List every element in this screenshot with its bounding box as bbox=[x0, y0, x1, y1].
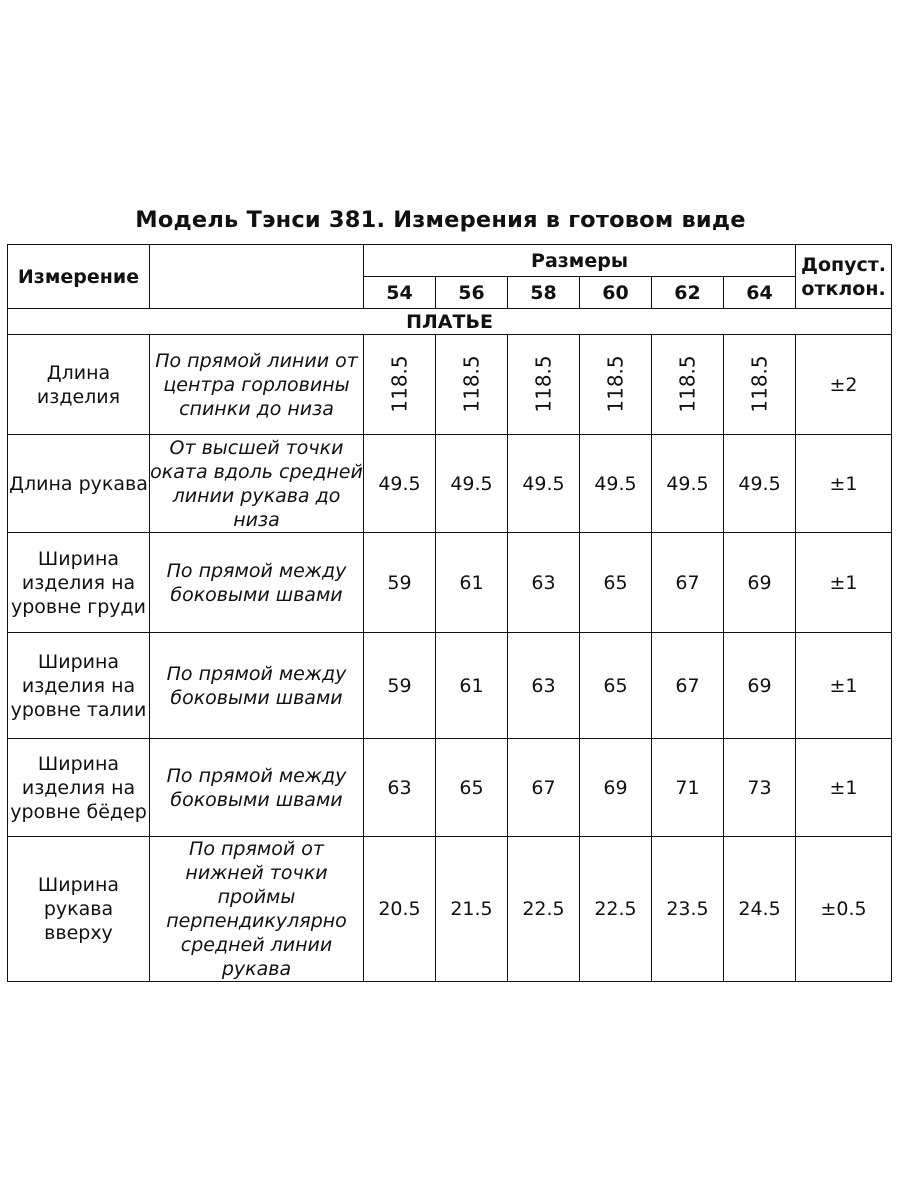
value: 59 bbox=[364, 533, 436, 633]
measure-name: Длина изделия bbox=[8, 335, 150, 435]
header-measurement: Измерение bbox=[8, 245, 150, 309]
measure-name: Длина рукава bbox=[8, 435, 150, 533]
value: 22.5 bbox=[508, 837, 580, 982]
value: 71 bbox=[652, 739, 724, 837]
value: 65 bbox=[580, 533, 652, 633]
value: 73 bbox=[724, 739, 796, 837]
measure-desc: По прямой от нижней точки проймы перпендикулярно средней линии рукава bbox=[150, 837, 364, 982]
value-cell bbox=[724, 335, 796, 435]
measure-desc: По прямой между боковыми швами bbox=[150, 533, 364, 633]
value: 20.5 bbox=[364, 837, 436, 982]
value: 59 bbox=[364, 633, 436, 739]
table-row bbox=[8, 739, 892, 837]
size-header: 58 bbox=[508, 277, 580, 309]
value-cell bbox=[436, 335, 508, 435]
value: 67 bbox=[508, 739, 580, 837]
measure-name: Ширина изделия на уровне груди bbox=[8, 533, 150, 633]
measurement-table bbox=[7, 244, 892, 982]
value: 63 bbox=[508, 533, 580, 633]
value: 49.5 bbox=[580, 435, 652, 533]
measure-desc: От высшей точки оката вдоль средней линии рукава до низа bbox=[150, 436, 363, 531]
tolerance-value: ±1 bbox=[796, 739, 892, 837]
measure-name: Ширина изделия на уровне бёдер bbox=[8, 739, 150, 837]
value: 23.5 bbox=[652, 837, 724, 982]
value: 63 bbox=[508, 633, 580, 739]
value: 49.5 bbox=[364, 435, 436, 533]
value-cell bbox=[652, 335, 724, 435]
table-row bbox=[8, 533, 892, 633]
table-row bbox=[8, 633, 892, 739]
size-header: 60 bbox=[580, 277, 652, 309]
value: 69 bbox=[724, 633, 796, 739]
table-row bbox=[8, 435, 892, 533]
value: 65 bbox=[436, 739, 508, 837]
value-cell bbox=[508, 335, 580, 435]
size-header: 62 bbox=[652, 277, 724, 309]
header-sizes: Размеры bbox=[364, 245, 796, 277]
section-title: ПЛАТЬЕ bbox=[8, 309, 892, 335]
value-cell bbox=[364, 335, 436, 435]
value: 118.5 bbox=[387, 355, 412, 413]
size-header: 54 bbox=[364, 277, 436, 309]
value-cell bbox=[580, 335, 652, 435]
tolerance-value: ±1 bbox=[796, 435, 892, 533]
value: 61 bbox=[436, 633, 508, 739]
value: 69 bbox=[724, 533, 796, 633]
value: 61 bbox=[436, 533, 508, 633]
header-tolerance: Допуст. отклон. bbox=[796, 245, 892, 309]
value: 118.5 bbox=[459, 355, 484, 413]
value: 65 bbox=[580, 633, 652, 739]
measure-desc: По прямой линии от центра горловины спинки до низа bbox=[150, 335, 364, 435]
tolerance-value: ±0.5 bbox=[796, 837, 892, 982]
table-row bbox=[8, 837, 892, 982]
measure-desc: По прямой между боковыми швами bbox=[150, 739, 364, 837]
tolerance-value: ±1 bbox=[796, 633, 892, 739]
tolerance-value: ±2 bbox=[796, 335, 892, 435]
measure-name: Ширина рукава вверху bbox=[8, 837, 150, 982]
value: 49.5 bbox=[652, 435, 724, 533]
value: 22.5 bbox=[580, 837, 652, 982]
size-header: 56 bbox=[436, 277, 508, 309]
value: 49.5 bbox=[436, 435, 508, 533]
value: 67 bbox=[652, 533, 724, 633]
value: 49.5 bbox=[724, 435, 796, 533]
value: 118.5 bbox=[747, 355, 772, 413]
page-title: Модель Тэнси 381. Измерения в готовом виде bbox=[135, 207, 746, 233]
value: 49.5 bbox=[508, 435, 580, 533]
value: 118.5 bbox=[675, 355, 700, 413]
measure-name: Ширина изделия на уровне талии bbox=[8, 633, 150, 739]
value: 67 bbox=[652, 633, 724, 739]
value: 118.5 bbox=[603, 355, 628, 413]
value: 21.5 bbox=[436, 837, 508, 982]
tolerance-value: ±1 bbox=[796, 533, 892, 633]
value: 118.5 bbox=[531, 355, 556, 413]
measure-desc: По прямой между боковыми швами bbox=[150, 633, 364, 739]
table-row bbox=[8, 335, 892, 435]
header-blank bbox=[150, 245, 364, 309]
value: 24.5 bbox=[724, 837, 796, 982]
size-header: 64 bbox=[724, 277, 796, 309]
value: 69 bbox=[580, 739, 652, 837]
value: 63 bbox=[364, 739, 436, 837]
